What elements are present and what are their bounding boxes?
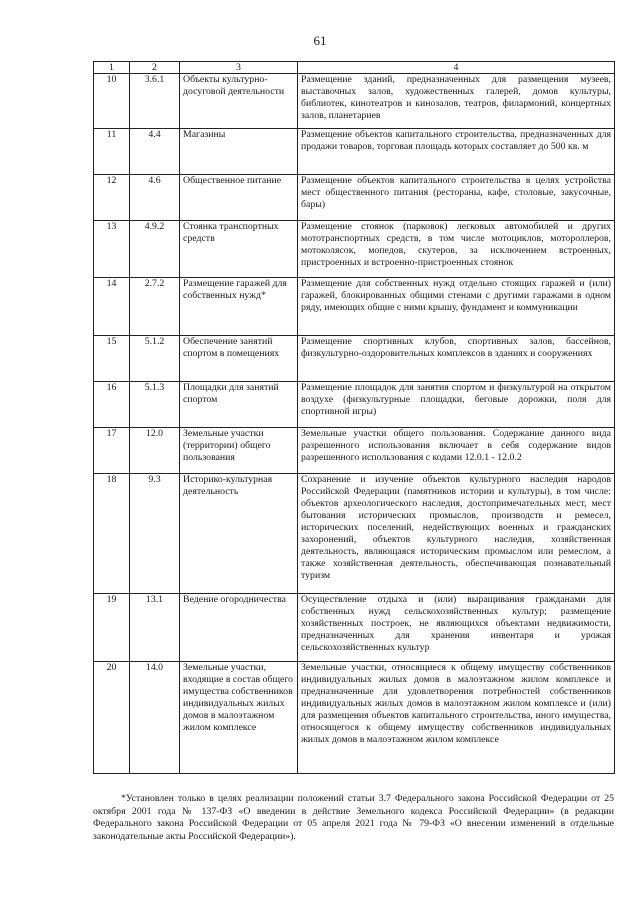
row-number: 10 bbox=[94, 74, 130, 129]
use-name: Общественное питание bbox=[180, 175, 298, 221]
use-code: 5.1.3 bbox=[130, 382, 180, 428]
table-row bbox=[94, 382, 615, 428]
column-header: 4 bbox=[298, 62, 615, 74]
use-description: Размещение зданий, предназначенных для размещения музеев, выставочных залов, художественных галерей, домов культуры, библиотек, кинотеатров и кинозалов, театров, филармоний, концертных залов, планетариев bbox=[298, 74, 615, 129]
row-number: 18 bbox=[94, 474, 130, 594]
row-number: 20 bbox=[94, 662, 130, 774]
use-description: Размещение спортивных клубов, спортивных залов, бассейнов, физкультурно-оздоровительных комплексов в зданиях и сооружениях bbox=[298, 336, 615, 382]
use-name: Обеспечение занятий спортом в помещениях bbox=[180, 336, 298, 382]
row-number: 17 bbox=[94, 428, 130, 474]
use-description: Сохранение и изучение объектов культурного наследия народов Российской Федерации (памятников истории и культуры), в том числе: объектов археологического наследия, достопримечательных мест, мест бытования исторических промыслов, производств и ремесел, исторических поселений, недействующих военных и гражданских захоронений, объектов культурного наследия, хозяйственная деятельность, являющаяся историческим промыслом или ремеслом, а также хозяйственная деятельность, обеспечивающая познавательный туризм bbox=[298, 474, 615, 594]
use-code: 3.6.1 bbox=[130, 74, 180, 129]
table-row bbox=[94, 594, 615, 662]
table-row bbox=[94, 428, 615, 474]
land-use-table bbox=[93, 61, 615, 774]
use-name: Земельные участки, входящие в состав общего имущества собственников индивидуальных жилых домов в малоэтажном жилом комплексе bbox=[180, 662, 298, 774]
use-description: Осуществление отдыха и (или) выращивания гражданами для собственных нужд сельскохозяйственных культур; размещение хозяйственных построек, не являющихся объектами недвижимости, предназначенных для хранения инвентаря и урожая сельскохозяйственных культур bbox=[298, 594, 615, 662]
table-row bbox=[94, 129, 615, 175]
row-number: 19 bbox=[94, 594, 130, 662]
use-code: 4.6 bbox=[130, 175, 180, 221]
use-description: Размещение объектов капитального строительства в целях устройства мест общественного питания (рестораны, кафе, столовые, закусочные, бары) bbox=[298, 175, 615, 221]
use-code: 4.9.2 bbox=[130, 221, 180, 278]
row-number: 14 bbox=[94, 278, 130, 336]
use-name: Историко-культурная деятельность bbox=[180, 474, 298, 594]
use-code: 9.3 bbox=[130, 474, 180, 594]
use-name: Размещение гаражей для собственных нужд* bbox=[180, 278, 298, 336]
use-code: 12.0 bbox=[130, 428, 180, 474]
row-number: 13 bbox=[94, 221, 130, 278]
column-header: 1 bbox=[94, 62, 130, 74]
row-number: 15 bbox=[94, 336, 130, 382]
table-row bbox=[94, 662, 615, 774]
table-row bbox=[94, 175, 615, 221]
table-header-row bbox=[94, 62, 615, 74]
table-row bbox=[94, 74, 615, 129]
use-name: Объекты культурно-досуговой деятельности bbox=[180, 74, 298, 129]
row-number: 12 bbox=[94, 175, 130, 221]
use-description: Размещение объектов капитального строительства, предназначенных для продажи товаров, торговая площадь которых составляет до 500 кв. м bbox=[298, 129, 615, 175]
use-name: Ведение огородничества bbox=[180, 594, 298, 662]
use-description: Размещение площадок для занятия спортом и физкультурой на открытом воздухе (физкультурные площадки, беговые дорожки, поля для спортивной игры) bbox=[298, 382, 615, 428]
column-header: 3 bbox=[180, 62, 298, 74]
use-name: Земельные участки (территории) общего пользования bbox=[180, 428, 298, 474]
use-description: Земельные участки, относящиеся к общему имуществу собственников индивидуальных жилых домов в малоэтажном жилом комплексе и предназначенные для удовлетворения потребностей собственников индивидуальных жилых домов в малоэтажном жилом комплексе и (или) для размещения объектов капитального строительства, иного имущества, относящегося к общему имуществу собственников индивидуальных жилых домов в малоэтажном жилом комплексе bbox=[298, 662, 615, 774]
use-code: 13.1 bbox=[130, 594, 180, 662]
table-row bbox=[94, 336, 615, 382]
footnote: *Установлен только в целях реализации положений статьи 3.7 Федерального закона Российской Федерации от 25 октября 2001 года № 137-ФЗ «О введении в действие Земельного кодекса Российской Федерации» (в редакции Федерального закона Российской Федерации от 05 апреля 2021 года № 79-ФЗ «О внесении изменений в отдельные законодательные акты Российской Федерации»). bbox=[93, 793, 614, 842]
use-code: 4.4 bbox=[130, 129, 180, 175]
use-description: Размещение для собственных нужд отдельно стоящих гаражей и (или) гаражей, блокированных общими стенами с другими гаражами в одном ряду, имеющих общие с ними крышу, фундамент и коммуникации bbox=[298, 278, 615, 336]
use-code: 5.1.2 bbox=[130, 336, 180, 382]
use-name: Площадки для занятий спортом bbox=[180, 382, 298, 428]
table-row bbox=[94, 474, 615, 594]
row-number: 16 bbox=[94, 382, 130, 428]
use-name: Стоянка транспортных средств bbox=[180, 221, 298, 278]
use-code: 14.0 bbox=[130, 662, 180, 774]
page-number: 61 bbox=[313, 33, 327, 48]
use-code: 2.7.2 bbox=[130, 278, 180, 336]
table-row bbox=[94, 278, 615, 336]
use-name: Магазины bbox=[180, 129, 298, 175]
row-number: 11 bbox=[94, 129, 130, 175]
use-description: Размещение стоянок (парковок) легковых автомобилей и других мототранспортных средств, в том числе мотоциклов, мотороллеров, мотоколясок, мопедов, скутеров, за исключением встроенных, пристроенных и встроенно-пристроенных стоянок bbox=[298, 221, 615, 278]
use-description: Земельные участки общего пользования. Содержание данного вида разрешенного использования включает в себя содержание видов разрешенного использования с кодами 12.0.1 - 12.0.2 bbox=[298, 428, 615, 474]
table-row bbox=[94, 221, 615, 278]
column-header: 2 bbox=[130, 62, 180, 74]
